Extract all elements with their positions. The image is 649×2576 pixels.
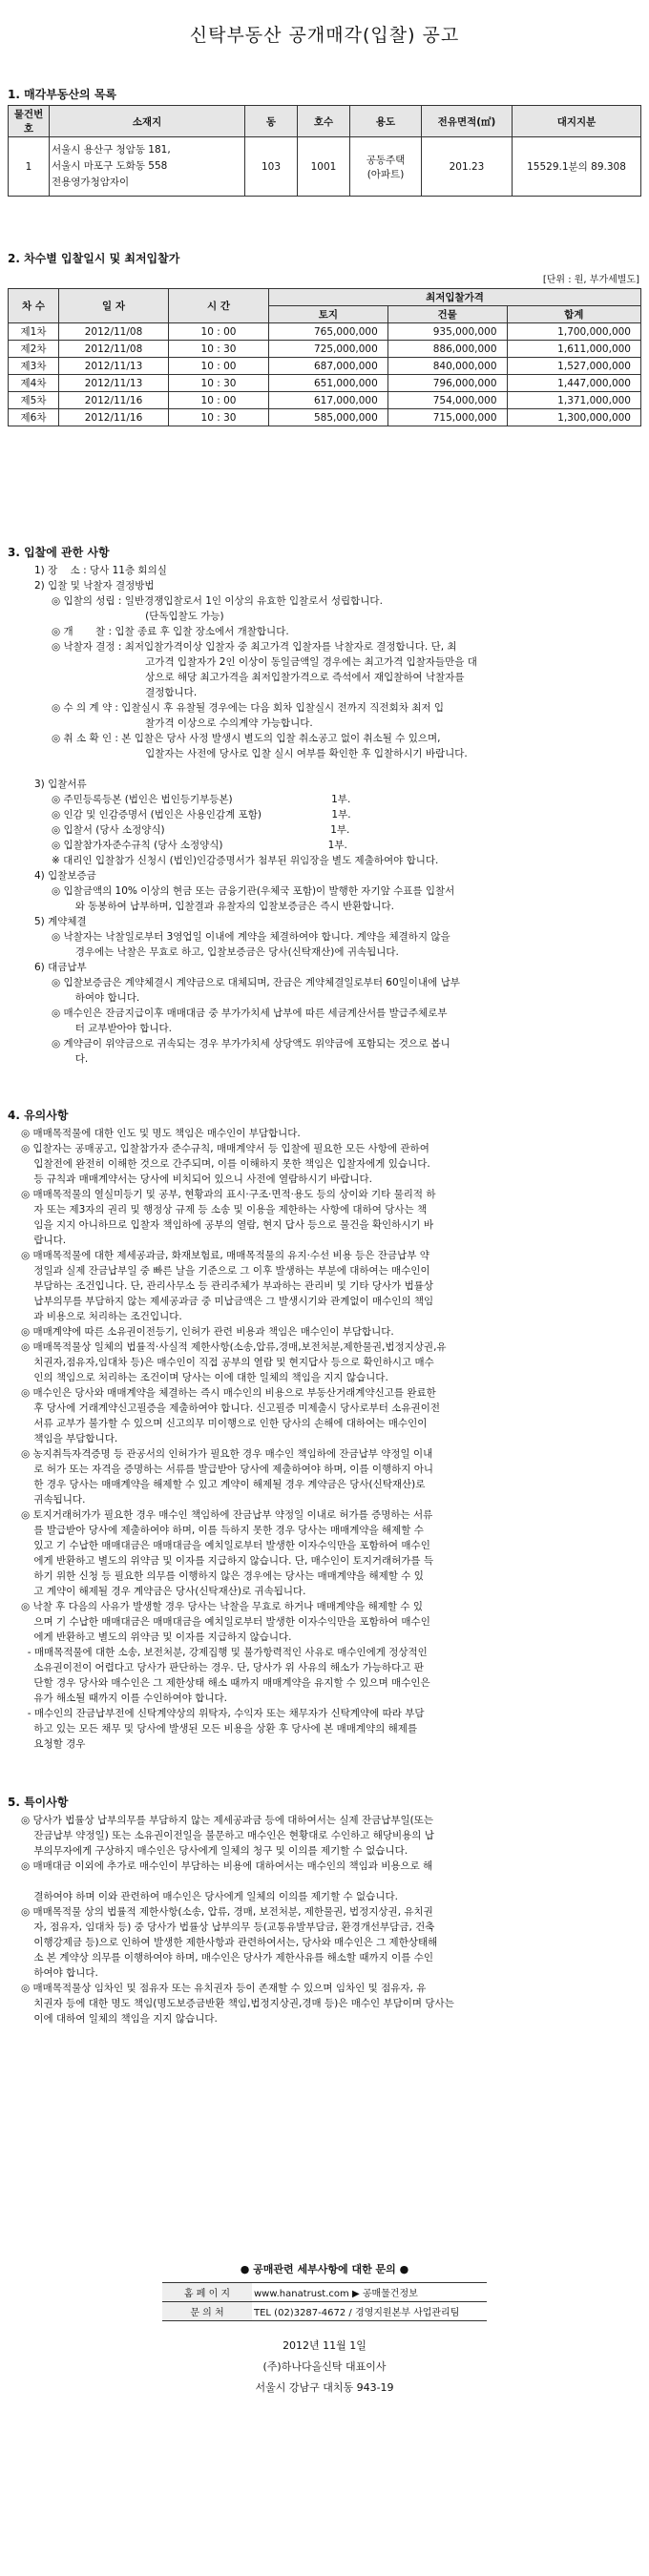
schedule-cell: 1,611,000,000 [507,341,640,358]
bid-line: 결정합니다. [69,687,198,698]
contact-table [162,2282,487,2321]
schedule-cell: 1,447,000,000 [507,375,640,392]
schedule-cell: 651,000,000 [269,375,388,392]
section5-line: 이에 대하여 일체의 책임을 지지 않습니다. [21,2013,218,2025]
section4-line: 단할 경우 당사와 매수인은 그 제한상태 해소 때까지 매매계약을 유지할 수 있으며 매수인은 [21,1677,430,1689]
section4-line: ◎ 토지거래허가가 필요한 경우 매수인 책임하에 잔금납부 약정일 이내로 허가를 증명하는 서류 [21,1509,433,1521]
cell-ho: 1001 [298,137,350,197]
bid-line: 고가격 입찰자가 2인 이상이 동일금액일 경우에는 최고가격 입찰자들만을 대 [69,656,477,668]
bid-line: 6) 대금납부 [34,962,87,973]
schedule-cell: 617,000,000 [269,392,388,409]
section4-line: 후 당사에 거래계약신고필증을 제출하여야 합니다. 신고필증 미제출시 당사로부터 소유권이전 [21,1402,440,1414]
schedule-cell: 10 : 30 [169,375,269,392]
col-no: 물건번호 [9,106,50,137]
section4-line: ◎ 매매목적물상 일체의 법률적·사실적 제한사항(소송,압류,경매,보전처분,제한물권,법정지상권,유 [21,1341,447,1353]
section5-line: ◎ 당사가 법률상 납부의무를 부담하지 않는 제세공과금 등에 대하여서는 실제 잔금납부일(또는 [21,1815,434,1826]
col-ho: 호수 [298,106,350,137]
section4-line: 등 규칙과 매매계약서는 당사에 비치되어 있으니 사전에 열람하시기 바랍니다. [21,1174,372,1185]
schedule-cell: 796,000,000 [387,375,507,392]
section4-line: 정일과 실제 잔금납부일 중 빠른 날을 기준으로 그 이후 발생하는 부분에 대하여는 매수인이 [21,1265,430,1277]
bid-line: ◎ 계약금이 위약금으로 귀속되는 경우 부가가치세 상당액도 위약금에 포함되는 것으로 봅니 [52,1038,450,1049]
section5-line: ◎ 매매목적물상 임차인 및 점유자 또는 유치권자 등이 존재할 수 있으며 임차인 및 점유자, 유 [21,1983,427,1994]
caution-details [21,1126,632,1752]
section4-line: - 매매목적물에 대한 소송, 보전처분, 강제집행 및 불가항력적인 사유로 매수인에게 정상적인 [21,1647,428,1658]
bid-line: ※ 대리인 입찰참가 신청시 (법인)인감증명서가 첨부된 위임장을 별도 제출하여야 합니다. [52,855,439,866]
section5-line [21,1874,632,1889]
col-min-price: 최저입찰가격 [269,289,641,306]
schedule-cell: 725,000,000 [269,341,388,358]
bid-line: 다. [69,1053,89,1065]
bid-line: ◎ 입찰금액의 10% 이상의 현금 또는 금융기관(우체국 포함)이 발행한 자기앞 수표를 입찰서 [52,885,455,897]
col-land: 대지지분 [513,106,641,137]
col-land-price: 토지 [269,306,388,323]
schedule-table [8,288,641,426]
section4-line: 으며 기 수납한 매매대금은 매매대금을 예치일로부터 발생한 이자수익만을 포함하여 매수인 [21,1616,430,1628]
unit-note: [단위 : 원, 부가세별도] [542,275,639,285]
section4-line: 에게 반환하고 별도의 위약금 및 이자를 지급하지 않습니다. [21,1631,292,1643]
section4-line: 하고 있는 모든 채무 및 당사에 발생된 모든 비용을 상환 후 당사에 본 매매계약의 해제를 [21,1723,418,1735]
table-row [9,392,641,409]
section4-line: ◎ 매매목적물에 대한 인도 및 명도 책임은 매수인이 부담합니다. [21,1128,301,1139]
section4-line: 귀속됩니다. [21,1494,86,1506]
schedule-cell: 585,000,000 [269,409,388,426]
col-total-price: 합계 [507,306,640,323]
bid-line: 4) 입찰보증금 [34,870,96,882]
bid-line: 와 동봉하여 납부하며, 입찰결과 유찰자의 입찰보증금은 즉시 반환합니다. [69,901,395,912]
schedule-cell: 2012/11/16 [59,392,169,409]
section5-line: 소 본 계약상 의무를 이행하여야 하며, 매수인은 당사가 제한사유를 해소할 때까지 이를 수인 [21,1952,434,1963]
bid-details [21,563,632,1067]
schedule-cell: 2012/11/13 [59,358,169,375]
table-row [9,323,641,341]
cell-dong: 103 [245,137,298,197]
section4-line: 한 경우 당사는 매매계약을 해제할 수 있고 계약이 해제될 경우 계약금은 당사(신탁재산)로 [21,1479,426,1490]
schedule-cell: 10 : 00 [169,358,269,375]
section5-line: ◎ 매매대금 이외에 추가로 매수인이 부담하는 비용에 대하여서는 매수인의 책임과 비용으로 해 [21,1860,433,1872]
table-row [9,137,641,197]
schedule-cell: 10 : 30 [169,341,269,358]
section4-line: 납부의무를 부담하지 않는 제세공과금 중 미납금액은 그 발생시기와 관계없이 매수인의 책임 [21,1296,434,1307]
schedule-cell: 제1차 [9,323,59,341]
bid-line: 경우에는 낙찰은 무효로 하고, 입찰보증금은 당사(신탁재산)에 귀속됩니다. [69,946,399,958]
section4-line: 랍니다. [21,1235,67,1246]
section5-heading: 5. 특이사항 [8,1796,69,1809]
cell-land: 15529.1분의 89.308 [513,137,641,197]
schedule-cell: 2012/11/08 [59,341,169,358]
section2-heading: 2. 차수별 입찰일시 및 최저입찰가 [8,252,180,265]
bid-line: 2) 입찰 및 낙찰자 결정방법 [34,580,155,592]
schedule-cell: 1,371,000,000 [507,392,640,409]
schedule-cell: 886,000,000 [387,341,507,358]
col-area: 전유면적(㎡) [422,106,513,137]
schedule-cell: 754,000,000 [387,392,507,409]
table-row [9,358,641,375]
col-building-price: 건물 [387,306,507,323]
notice-date: 2012년 11월 1일 [283,2339,366,2352]
section4-line: - 매수인의 잔금납부전에 신탁계약상의 위탁자, 수익자 또는 채무자가 신탁계약에 따라 부담 [21,1708,425,1719]
special-details [21,1813,632,2026]
section4-line: 소유권이전이 어렵다고 당사가 판단하는 경우. 단, 당사가 위 사유의 해소가 가능하다고 판 [21,1662,424,1673]
use-line: 공동주택 [366,154,406,166]
section4-line: 에게 반환하고 별도의 위약금 및 이자를 지급하지 않습니다. 단, 매수인이 토지거래허가를 득 [21,1555,434,1567]
schedule-cell: 제6차 [9,409,59,426]
section4-line: 입찰전에 완전히 이해한 것으로 간주되며, 이를 이해하지 못한 책임은 입찰자에게 있습니다. [21,1158,430,1170]
cell-no: 1 [9,137,50,197]
section4-heading: 4. 유의사항 [8,1109,69,1122]
schedule-cell: 2012/11/08 [59,323,169,341]
schedule-cell: 687,000,000 [269,358,388,375]
bid-line: ◎ 입찰서 (당사 소정양식) 1부. [52,824,350,836]
schedule-cell: 840,000,000 [387,358,507,375]
section4-line: 요청할 경우 [21,1738,86,1750]
bid-line: 3) 입찰서류 [34,779,87,790]
schedule-cell: 765,000,000 [269,323,388,341]
section5-line: 자, 점유자, 임대차 등) 중 당사가 법률상 납부의무 등(교통유발부담금, 환경개선부담금, 건축 [21,1922,435,1933]
bid-line: 입찰자는 사전에 당사로 입찰 실시 여부를 확인한 후 입찰하시기 바랍니다. [69,748,468,759]
section4-line: 고 계약이 해제될 경우 계약금은 당사(신탁재산)로 귀속됩니다. [21,1586,306,1597]
section4-line: ◎ 농지취득자격증명 등 관공서의 인허가가 필요한 경우 매수인 책임하에 잔금납부 약정일 이내 [21,1448,433,1460]
schedule-cell: 1,700,000,000 [507,323,640,341]
schedule-cell: 715,000,000 [387,409,507,426]
section5-line: 하여야 합니다. [21,1967,98,1979]
schedule-cell: 10 : 30 [169,409,269,426]
section4-line: 있고 기 수납한 매매대금은 매매대금을 예치일로부터 발생한 이자수익만을 포함하여 매수인 [21,1540,430,1551]
table-row [9,409,641,426]
schedule-cell: 935,000,000 [387,323,507,341]
address-line: 서울시 마포구 도화동 558 [52,160,168,172]
bid-line: ◎ 낙찰자 결정 : 최저입찰가격이상 입찰자 중 최고가격 입찰자를 낙찰자로 결정합니다. 단, 최 [52,641,457,653]
section5-line: 잔금납부 약정일) 또는 소유권이전일을 불문하고 매수인은 현황대로 수인하고 해당비용의 납 [21,1830,434,1841]
schedule-cell: 2012/11/13 [59,375,169,392]
bid-line: 1) 장 소 : 당사 11층 회의실 [34,565,167,576]
section1-heading: 1. 매각부동산의 목록 [8,88,117,101]
schedule-cell: 제5차 [9,392,59,409]
section3-heading: 3. 입찰에 관한 사항 [8,546,110,559]
schedule-cell: 제4차 [9,375,59,392]
schedule-cell: 10 : 00 [169,323,269,341]
bid-line: ◎ 주민등록등본 (법인은 법인등기부등본) 1부. [52,794,351,805]
section4-line: 서류 교부가 불가할 수 있으며 신고의무 미이행으로 인한 당사의 손해에 대하여는 매수인이 [21,1418,428,1429]
bid-line: ◎ 매수인은 잔금지급이후 매매대금 중 부가가치세 납부에 따른 세금계산서를 발급주체로부 [52,1008,448,1019]
company-name: (주)하나다올신탁 대표이사 [262,2360,387,2373]
section5-line: 이행강제금 등)으로 인하여 발생한 제한사항과 관련하여서는, 당사와 매수인은 그 제한상태해 [21,1937,438,1948]
col-address: 소재지 [50,106,245,137]
bid-line: ◎ 입찰보증금은 계약체결시 계약금으로 대체되며, 잔금은 계약체결일로부터 60일이내에 납부 [52,977,460,988]
section4-line: 로 허가 또는 자격을 증명하는 서류를 발급받아 당사에 제출하여야 하며, 이를 이행하지 아니 [21,1464,434,1475]
col-dong: 동 [245,106,298,137]
section5-line: ◎ 매매목적물 상의 법률적 제한사항(소송, 압류, 경매, 보전처분, 제한물권, 법정지상권, 유치권 [21,1906,433,1918]
bid-line: ◎ 입찰참가자준수규칙 (당사 소정양식) 1부. [52,840,347,851]
property-table [8,105,641,197]
col-time: 시 간 [169,289,269,323]
section4-line: ◎ 낙찰 후 다음의 사유가 발생할 경우 당사는 낙찰을 무효로 하거나 매매계약을 해제할 수 있 [21,1601,424,1612]
contact-label: 문 의 처 [162,2302,252,2321]
bid-line: ◎ 인감 및 인감증명서 (법인은 사용인감계 포함) 1부. [52,809,351,821]
address-line: 전용영가청암자이 [52,177,130,188]
bid-line: ◎ 개 찰 : 입찰 종료 후 입찰 장소에서 개찰합니다. [52,626,289,637]
schedule-cell: 2012/11/16 [59,409,169,426]
table-row [9,375,641,392]
schedule-cell: 1,300,000,000 [507,409,640,426]
section4-line: ◎ 매매계약에 따른 소유권이전등기, 인허가 관련 비용과 책임은 매수인이 부담합니다. [21,1326,394,1338]
bid-line: ◎ 입찰의 성립 : 일반경쟁입찰로서 1인 이상의 유효한 입찰로서 성립합니다. [52,595,383,607]
section4-line: 치권자,점유자,임대차 등)은 매수인이 직접 공부의 열람 및 현지답사 등으로 확인하시고 매수 [21,1357,434,1368]
section4-line: 부담하는 조건입니다. 단, 관리사무소 등 관리주체가 부과하는 관리비 및 기타 당사가 법률상 [21,1280,434,1292]
section4-line: 하기 위한 신청 등 필요한 의무를 이행하지 않은 경우에는 당사는 매매계약을 해제할 수 있 [21,1570,424,1582]
schedule-cell: 1,527,000,000 [507,358,640,375]
bid-line: ◎ 낙찰자는 낙찰일로부터 3영업일 이내에 계약을 체결하여야 합니다. 계약을 체결하지 않을 [52,931,450,943]
section4-line: 유가 해소될 때까지 이를 수인하여야 합니다. [21,1693,227,1704]
bid-line: 5) 계약체결 [34,916,87,927]
section4-line: 를 발급받아 당사에 제출하여야 하며, 이를 득하지 못한 경우 당사는 매매계약을 해제할 수 [21,1525,424,1536]
table-row [9,341,641,358]
schedule-cell: 10 : 00 [169,392,269,409]
section4-line: 인의 책임으로 처리하는 조건이며 당사는 이에 대한 일체의 책임을 지지 않습니다. [21,1372,388,1383]
section4-line: 자 또는 제3자의 권리 및 행정상 규제 등 소송 및 이용을 제한하는 사항에 대하여 당사는 책 [21,1204,428,1215]
section4-line: ◎ 입찰자는 공매공고, 입찰참가자 준수규칙, 매매계약서 등 입찰에 필요한 모든 사항에 관하여 [21,1143,429,1154]
cell-address [50,137,245,197]
address-line: 서울시 용산구 청암동 181, [52,144,171,156]
bid-line: 터 교부받아야 합니다. [69,1023,172,1034]
homepage-link[interactable]: www.hanatrust.com ▶ 공매물건정보 [252,2283,487,2302]
company-address: 서울시 강남구 대치동 943-19 [255,2381,394,2394]
section4-line: 임을 지지 아니하므로 입찰자 책임하에 공부의 열람, 현지 답사 등으로 물건을 확인하시기 바 [21,1219,434,1231]
section4-line: 책임을 부담합니다. [21,1433,118,1444]
bid-line: ◎ 수 의 계 약 : 입찰실시 후 유찰될 경우에는 다음 회차 입찰실시 전까지 직전회차 최저 입 [52,702,444,714]
section5-line: 부의무자에게 구상하지 매수인은 당사에게 일체의 청구 및 이의를 제기할 수 없습니다. [21,1845,408,1857]
bid-line: ◎ 취 소 확 인 : 본 입찰은 당사 사정 발생시 별도의 입찰 취소공고 없이 취소될 수 있으며, [52,733,441,744]
schedule-cell: 제3차 [9,358,59,375]
col-use: 용도 [350,106,422,137]
page-title: 신탁부동산 공개매각(입찰) 공고 [189,25,460,46]
section4-line: 과 비용으로 처리하는 조건입니다. [21,1311,182,1322]
bid-line: 상으로 해당 최고가격을 최저입찰가격으로 즉석에서 재입찰하여 낙찰자를 [69,672,465,683]
section5-line: 결하여야 하며 이와 관련하여 매수인은 당사에게 일체의 이의를 제기할 수 없습니다. [21,1891,398,1902]
col-round: 차 수 [9,289,59,323]
use-line: (아파트) [366,168,405,180]
bid-line [21,761,632,777]
inquiry-title: ● 공매관련 세부사항에 대한 문의 ● [240,2263,409,2275]
section4-line: ◎ 매수인은 당사와 매매계약을 체결하는 즉시 매수인의 비용으로 부동산거래계약신고를 완료한 [21,1387,436,1399]
section4-line: ◎ 매매목적물의 열실미등기 및 공부, 현황과의 표시·구조·면적·용도 등의 상이와 기타 물리적 하 [21,1189,436,1200]
cell-area: 201.23 [422,137,513,197]
bid-line: (단독입찰도 가능) [69,611,224,622]
col-date: 일 자 [59,289,169,323]
bid-line: 하여야 합니다. [69,992,140,1004]
contact-value: TEL (02)3287-4672 / 경영지원본부 사업관리팀 [252,2302,487,2321]
bid-line: 찰가격 이상으로 수의계약 가능합니다. [69,717,313,729]
schedule-cell: 제2차 [9,341,59,358]
section4-line: ◎ 매매목적물에 대한 제세공과금, 화재보험료, 매매목적물의 유지·수선 비용 등은 잔금납부 약 [21,1250,429,1261]
homepage-label: 홈 페 이 지 [162,2283,252,2302]
section5-line: 치권자 등에 대한 명도 책임(명도보증금반환 책임,법정지상권,경매 등)은 매수인 부담이며 당사는 [21,1998,454,2009]
cell-use [350,137,422,197]
